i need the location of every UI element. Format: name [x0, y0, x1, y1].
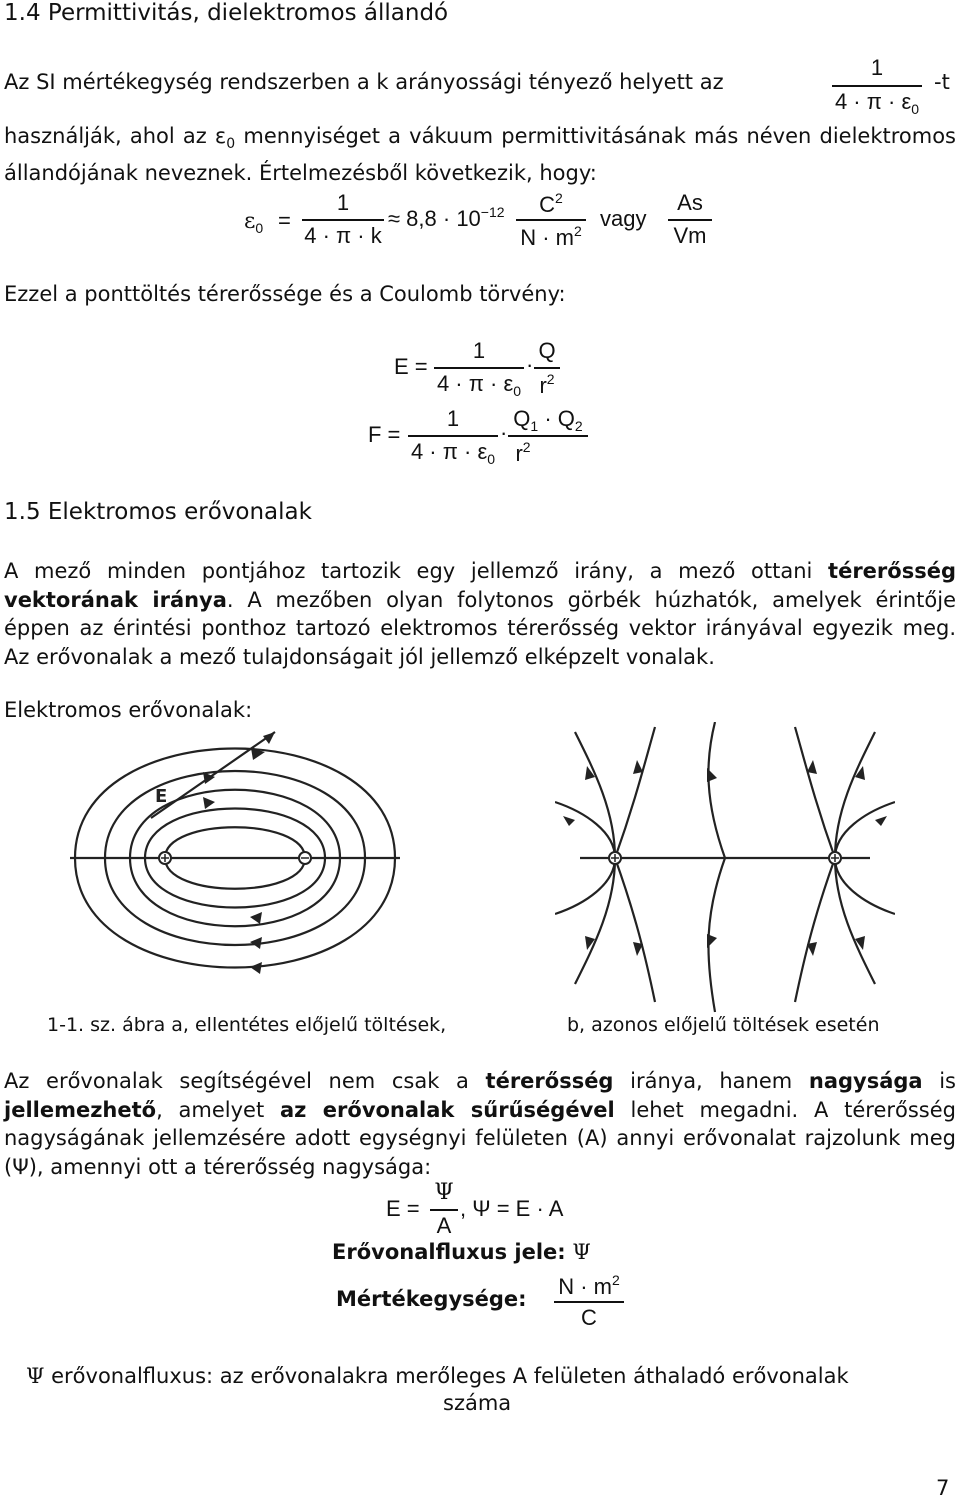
intro-line-1 — [4, 70, 724, 94]
psi-definition-cont: száma — [443, 1391, 512, 1415]
caption-b: b, azonos előjelű töltések esetén — [567, 1014, 880, 1036]
field-vector-label: E — [155, 786, 168, 807]
figure-opposite-charges — [65, 722, 405, 1022]
intro-suffix: -t — [934, 70, 950, 94]
field-line-paragraph: A mező minden pontjához tartozik egy jellemző irány, a mező ottani térerősség vektorának iránya. A mezőben olyan folytonos görbék húzhatók, amelyek érintője éppen az érintési ponthoz tartozó elektromos térerősség vektor irányával egyezik meg. Az erővonalak a mező tulajdonságait jól jellemző elképzelt vonalak. — [4, 559, 956, 669]
intro-text: Az SI mértékegység rendszerben a k arányossági tényező helyett az — [4, 70, 724, 94]
flux-sign-row: Erővonalfluxus jele: Ψ — [332, 1240, 591, 1264]
inline-fraction-bar — [832, 85, 922, 87]
caption-a: 1-1. sz. ábra a, ellentétes előjelű töltések, — [47, 1014, 447, 1036]
flux-formula: E = Ψ A , Ψ = E · A — [386, 1180, 564, 1238]
intro-paragraph: használják, ahol az $\varepsilon_0$ mennyiséget a vákuum permittivitásának más néven dielektromos állandójának neveznek. Értelmezésből következik, hogy: — [4, 124, 957, 185]
psi-definition: Ψ erővonalfluxus: az erővonalakra merőleges A felületen áthaladó erővonalak — [26, 1364, 849, 1388]
epsilon-definition: $\varepsilon_0$ = 1 4 · π · k ≈ $8,8 \cdot 10^{-12}$ $C^2$ $N \cdot m^2$ vagy As Vm — [244, 190, 724, 250]
section-heading-1-4: 1.4 Permittivitás, dielektromos állandó — [4, 0, 449, 26]
page-number: 7 — [936, 1476, 950, 1500]
figure-intro: Elektromos erővonalak: — [4, 698, 253, 722]
inline-fraction-num: 1 — [870, 55, 884, 80]
coulomb-intro: Ezzel a ponttöltés térerőssége és a Coulomb törvény: — [4, 282, 566, 306]
section-heading-1-5: 1.5 Elektromos erővonalak — [4, 499, 312, 525]
figure-like-charges — [555, 722, 895, 1022]
coulomb-law-formula: F = 1 $4 \cdot \pi \cdot \varepsilon_0$ · $Q_1 \cdot Q_2$ $r^2$ — [368, 406, 608, 466]
unit-fraction: $N \cdot m^2$ C — [554, 1272, 624, 1332]
unit-label: Mértékegysége: — [336, 1287, 527, 1311]
field-strength-formula: E = 1 $4 \cdot \pi \cdot \varepsilon_0$ · Q $r^2$ — [394, 338, 594, 398]
field-density-paragraph: Az erővonalak segítségével nem csak a térerősség iránya, hanem nagysága is jellemezhető, amelyet az erővonalak sűrűségével lehet megadni. A térerősség nagyságának jellemzésére adott egységnyi felületen (A) annyi erővonalat rajzolunk meg (Ψ), amennyi ott a térerősség nagysága: — [4, 1069, 957, 1179]
inline-fraction-den: $4 \cdot \pi \cdot \varepsilon_0$ — [834, 89, 920, 117]
